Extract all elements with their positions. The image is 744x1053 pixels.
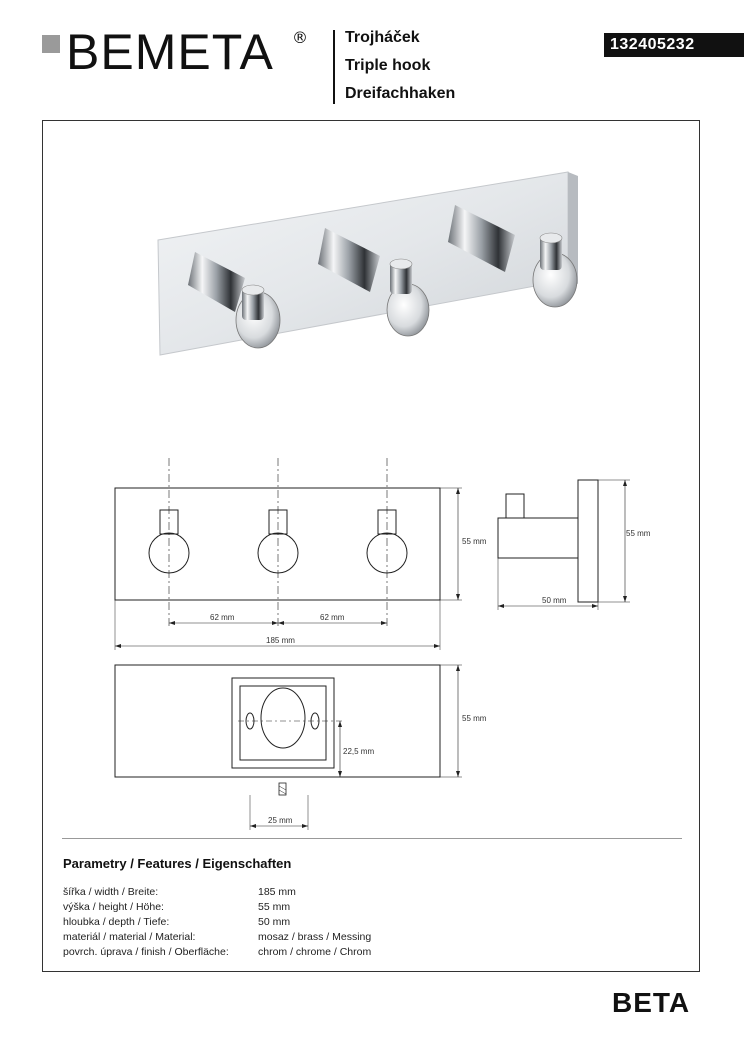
dim-screw-spacing: 25 mm (268, 816, 293, 825)
spec-value-width: 185 mm (258, 886, 296, 898)
brand-logo: BEMETA (66, 24, 274, 80)
product-code: 132405232 (604, 33, 744, 57)
dim-back-height: 55 mm (462, 714, 487, 723)
logo-mark (42, 35, 60, 53)
title-en: Triple hook (345, 57, 431, 74)
spec-label-material: materiál / material / Material: (63, 931, 196, 943)
spec-value-depth: 50 mm (258, 916, 291, 928)
dim-width: 185 mm (266, 636, 295, 645)
dim-side-height: 55 mm (626, 529, 651, 538)
series-name: BETA (612, 987, 691, 1018)
side-view (498, 480, 630, 610)
dim-spacing-right: 62 mm (320, 613, 345, 622)
spec-label-finish: povrch. úprava / finish / Oberfläche: (63, 946, 229, 958)
spec-label-depth: hloubka / depth / Tiefe: (63, 916, 170, 928)
dim-spacing-left: 62 mm (210, 613, 235, 622)
features-title: Parametry / Features / Eigenschaften (63, 856, 292, 871)
front-view (115, 458, 462, 650)
title-divider (333, 30, 335, 104)
spec-value-finish: chrom / chrome / Chrom (258, 946, 372, 958)
title-de: Dreifachhaken (345, 85, 456, 102)
spec-label-width: šířka / width / Breite: (63, 886, 159, 898)
dim-side-depth: 50 mm (542, 596, 567, 605)
title-cz: Trojháček (345, 29, 420, 46)
dim-front-height: 55 mm (462, 537, 487, 546)
features-divider (62, 838, 682, 839)
technical-drawings (90, 450, 690, 840)
product-photo (150, 160, 600, 390)
spec-value-height: 55 mm (258, 901, 291, 913)
registered-mark: ® (292, 28, 308, 47)
spec-value-material: mosaz / brass / Messing (258, 931, 372, 943)
back-view (115, 665, 462, 830)
spec-label-height: výška / height / Höhe: (63, 901, 164, 913)
dim-mount-height: 22,5 mm (343, 747, 375, 756)
